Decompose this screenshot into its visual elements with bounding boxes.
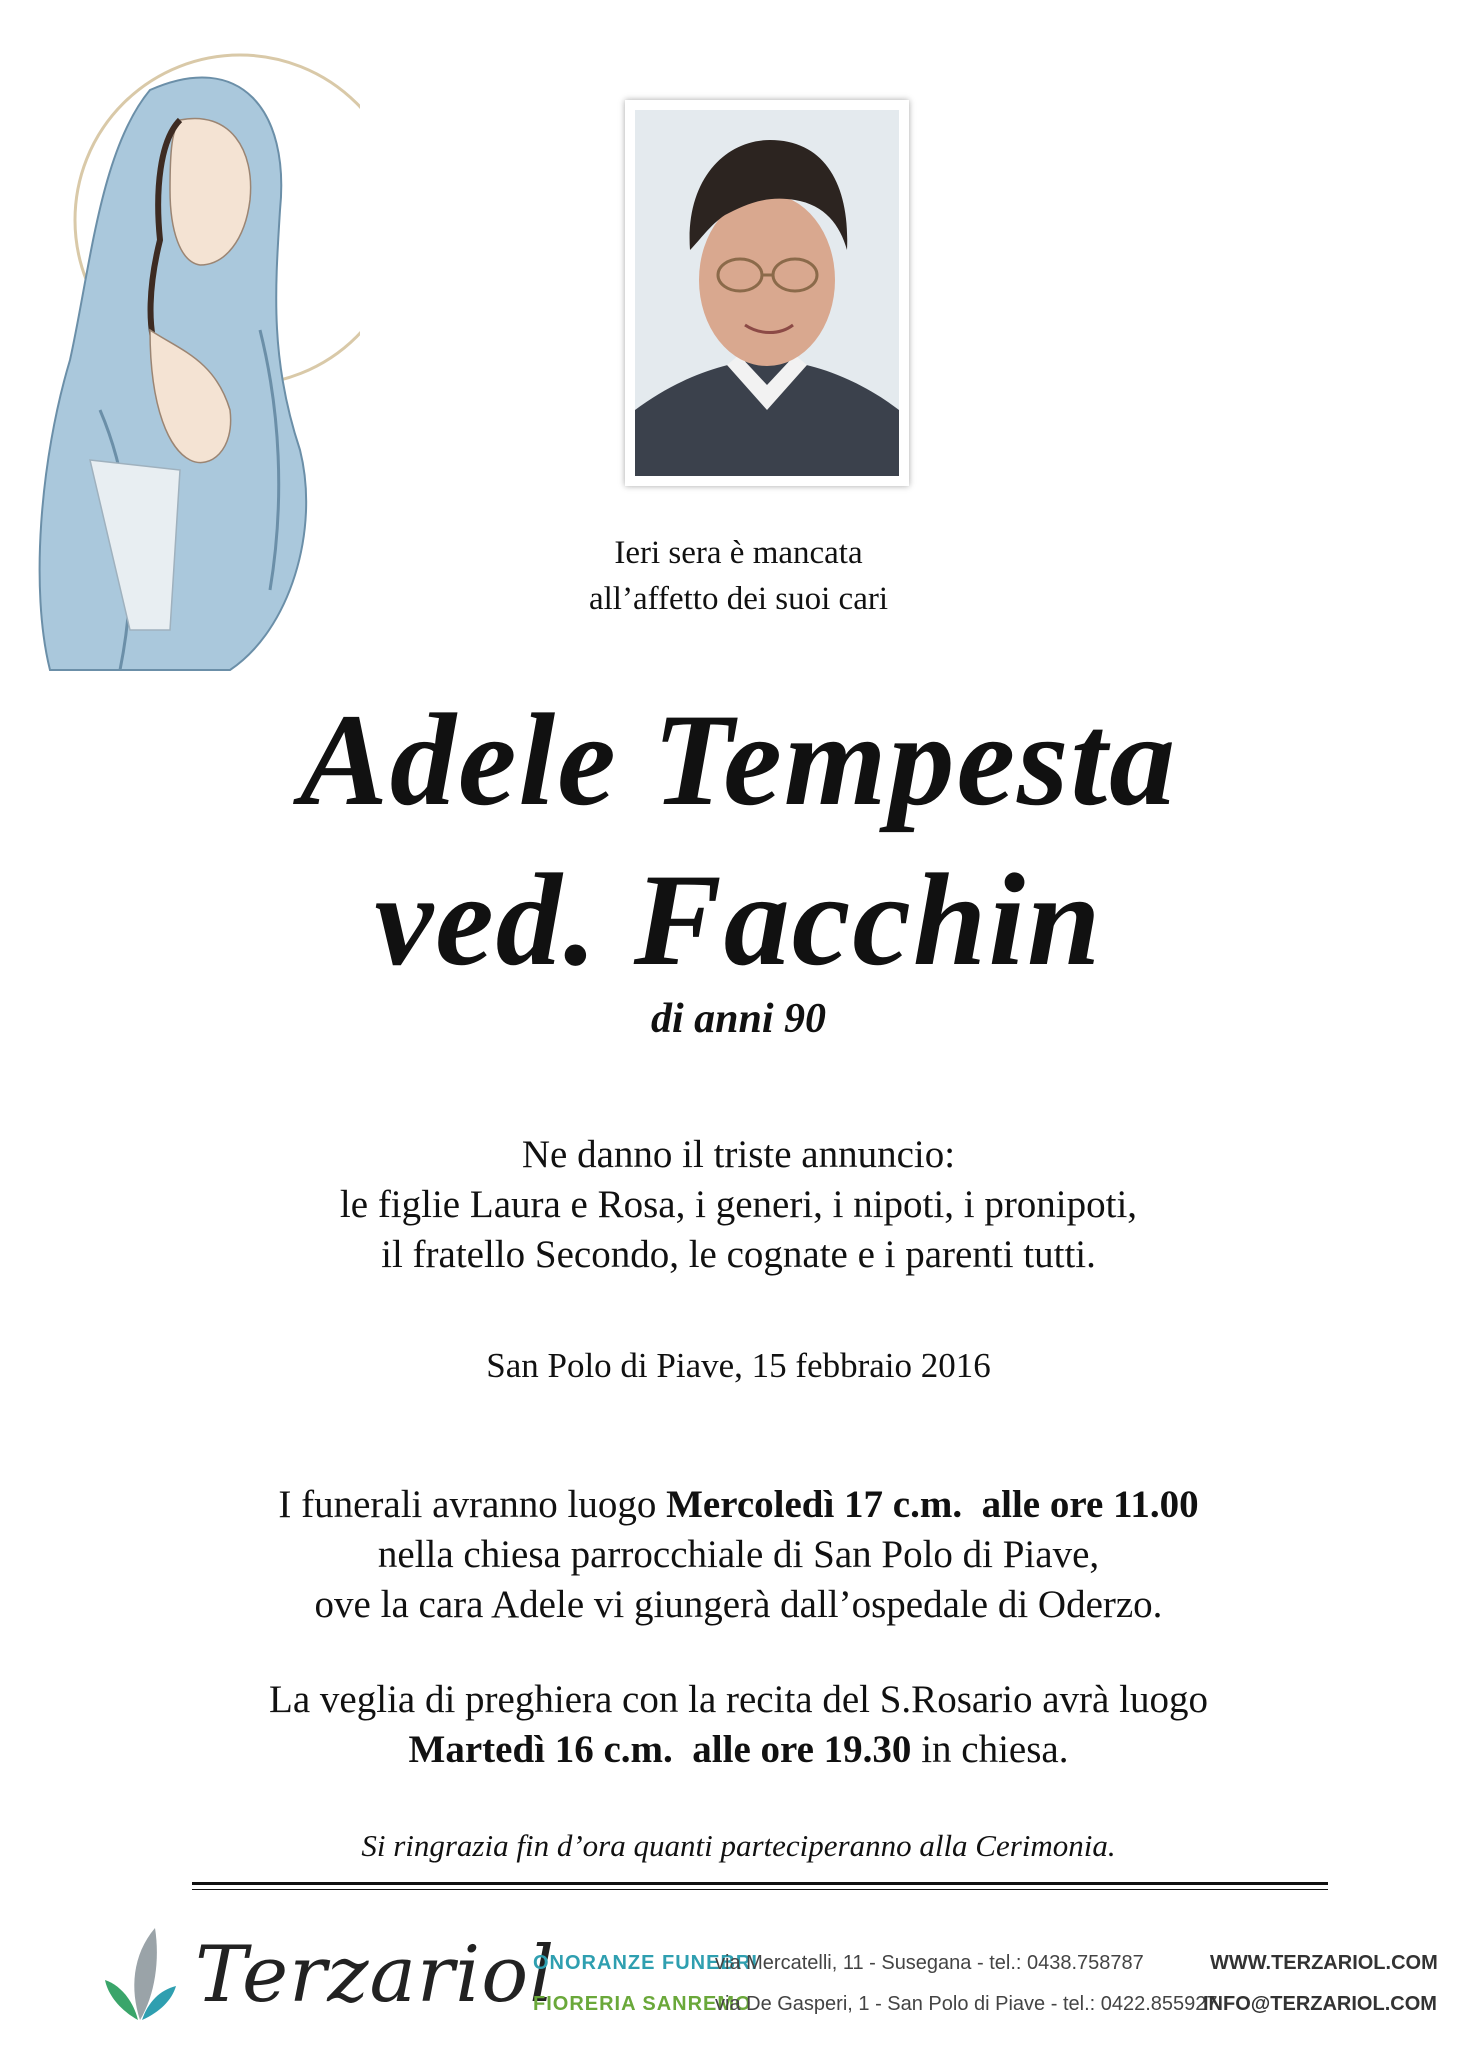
announcement-line-3: il fratello Secondo, le cognate e i parenti tutti.: [381, 1233, 1096, 1276]
email-link[interactable]: INFO@TERZARIOL.COM: [1203, 1993, 1437, 2015]
intro-text: [0, 530, 1477, 622]
vigil-info: [0, 1675, 1477, 1775]
funeral-day: Mercoledì 17 c.m.: [666, 1483, 963, 1526]
funeral-time: alle ore 11.00: [981, 1483, 1199, 1526]
intro-line-1: Ieri sera è mancata: [614, 535, 863, 571]
vigil-post: in chiesa.: [911, 1728, 1069, 1771]
portrait-photo: [625, 100, 909, 486]
vigil-day: Martedì 16 c.m.: [408, 1728, 673, 1771]
service-fioreria: FIORERIA SANREMO: [533, 1993, 752, 2015]
announcement-line-1: Ne danno il triste annuncio:: [521, 1133, 956, 1176]
address-san-polo: via De Gasperi, 1 - San Polo di Piave - tel.: 0422.855927: [715, 1993, 1218, 2015]
intro-line-2: all’affetto dei suoi cari: [588, 581, 888, 617]
vigil-time: alle ore 19.30: [692, 1728, 912, 1771]
age-text: di anni 90: [650, 996, 827, 1042]
funeral-pre: I funerali avranno luogo: [278, 1483, 667, 1526]
name-line-2: ved. Facchin: [374, 846, 1103, 993]
address-susegana: via Mercatelli, 11 - Susegana - tel.: 0438.758787: [715, 1952, 1144, 1974]
footer: [0, 1900, 1477, 2067]
announcement: [0, 1130, 1477, 1280]
website-link[interactable]: WWW.TERZARIOL.COM: [1210, 1952, 1438, 1974]
divider-thick: [192, 1882, 1328, 1885]
funeral-line-2: nella chiesa parrocchiale di San Polo di Piave,: [377, 1533, 1100, 1576]
funeral-line-1: [0, 1480, 1477, 1530]
funeral-line-3: ove la cara Adele vi giungerà dall’ospedale di Oderzo.: [314, 1583, 1163, 1626]
thanks-text: Si ringrazia fin d’ora quanti parteciperanno alla Cerimonia.: [361, 1828, 1116, 1863]
leaf-logo-icon: [100, 1920, 180, 2030]
logo-wordmark: Terzariol: [195, 1930, 556, 2020]
funeral-info: [0, 1480, 1477, 1630]
vigil-line-2: [0, 1725, 1477, 1775]
announcement-line-2: le figlie Laura e Rosa, i generi, i nipoti, i pronipoti,: [339, 1183, 1138, 1226]
service-onoranze: ONORANZE FUNEBRI: [533, 1952, 758, 1974]
deceased-name: [0, 680, 1477, 1000]
place-date: San Polo di Piave, 15 febbraio 2016: [486, 1346, 991, 1385]
vigil-line-1: La veglia di preghiera con la recita del S.Rosario avrà luogo: [269, 1678, 1208, 1721]
divider-thin: [192, 1889, 1328, 1890]
name-line-1: Adele Tempesta: [299, 686, 1178, 833]
